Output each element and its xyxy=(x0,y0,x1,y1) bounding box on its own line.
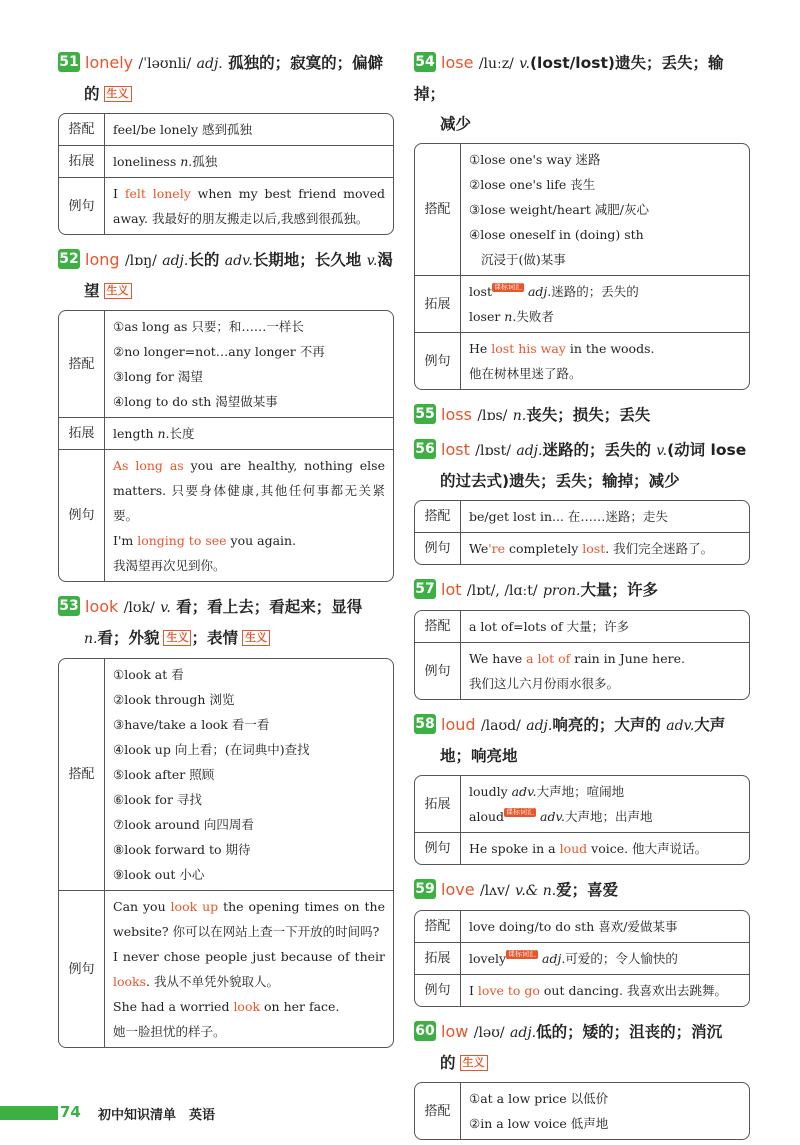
row-content xyxy=(105,659,393,890)
row-label: 例句 xyxy=(59,177,105,234)
word-form: loser xyxy=(469,309,505,324)
collocation: ⑤look after 照顾 xyxy=(113,767,215,782)
usage-table xyxy=(414,910,750,1007)
definition: 爱；喜爱 xyxy=(556,881,619,899)
part-of-speech: n. xyxy=(157,426,170,441)
table-row xyxy=(415,832,749,864)
collocation: ⑨look out 小心 xyxy=(113,867,205,882)
meaning: 大声地；出声地 xyxy=(565,809,653,824)
example-highlight: looks xyxy=(113,974,147,989)
curriculum-badge: 课标词汇 xyxy=(508,950,537,958)
example-text: completely xyxy=(505,541,583,556)
meaning: 长度 xyxy=(169,426,195,441)
table-row xyxy=(415,776,749,832)
example-translation: 我们这儿六月份雨水很多。 xyxy=(469,676,620,691)
curriculum-badge: 课标词汇 xyxy=(493,283,522,291)
definition: 地；响亮地 xyxy=(440,747,518,765)
row-content xyxy=(461,332,749,389)
sense-tag: 生义 xyxy=(104,283,132,299)
example-highlight: longing to see xyxy=(137,533,227,548)
phonetic: /ləʊ/ xyxy=(473,1025,505,1041)
example-translation: 她一脸担忧的样子。 xyxy=(113,1024,226,1039)
collocation: ④look up 向上看；(在词典中)查找 xyxy=(113,742,310,757)
example-text: out dancing. 我喜欢出去跳舞。 xyxy=(539,983,727,998)
meaning: 失败者 xyxy=(516,309,554,324)
book-title: 初中知识清单 英语 xyxy=(98,1108,216,1123)
part-of-speech: n. xyxy=(512,408,527,424)
entry-heading-cont xyxy=(58,623,394,654)
row-content: love doing/to do sth 喜欢/爱做某事 xyxy=(469,919,678,934)
example-highlight: look xyxy=(233,999,261,1014)
left-column xyxy=(58,48,394,1058)
entry-love xyxy=(414,875,750,1007)
definition: 的过去式)遗失；丢失；输掉；减少 xyxy=(440,472,680,490)
definition: 大量；许多 xyxy=(580,581,659,599)
row-label: 搭配 xyxy=(59,311,105,417)
collocation: ③lose weight/heart 减肥/灰心 xyxy=(469,202,649,217)
definition: 丧失；损失；丢失 xyxy=(526,406,651,424)
usage-table xyxy=(414,500,750,565)
example-text: you again. xyxy=(226,533,297,548)
word-family-line xyxy=(469,279,741,304)
example-sentence xyxy=(113,994,385,1019)
collocation: ②look through 浏览 xyxy=(113,692,235,707)
footer-accent-bar xyxy=(0,1106,58,1120)
example-text: I'm xyxy=(113,533,138,548)
entry-heading xyxy=(414,48,750,109)
row-content xyxy=(461,942,749,974)
example-highlight: 're xyxy=(488,541,506,556)
row-label: 搭配 xyxy=(59,659,105,890)
example-text: He spoke in a xyxy=(469,841,560,856)
example-text: We have xyxy=(469,651,527,666)
usage-table xyxy=(414,610,750,700)
example-text: . 我们完全迷路了。 xyxy=(605,541,714,556)
example-text: I xyxy=(469,983,478,998)
part-of-speech: adv. xyxy=(536,809,566,824)
part-of-speech: adj. xyxy=(538,951,566,966)
part-of-speech: n. xyxy=(504,309,517,324)
usage-table xyxy=(414,143,750,390)
phonetic: /lɒt/, /lɑːt/ xyxy=(466,583,538,599)
part-of-speech: adv. xyxy=(511,784,537,799)
collocation: ①lose one's way 迷路 xyxy=(469,152,601,167)
entry-number: 60 xyxy=(415,1023,435,1039)
table-row xyxy=(415,501,749,532)
definition: 减少 xyxy=(440,115,472,133)
example-sentence xyxy=(469,336,741,361)
headword: loss xyxy=(441,405,472,424)
example-text: I never chose people just because of their xyxy=(113,949,385,964)
entry-number: 56 xyxy=(415,441,435,457)
part-of-speech: adj. xyxy=(162,253,189,269)
table-row xyxy=(59,177,393,234)
definition: 长的 xyxy=(188,251,220,269)
headword: lot xyxy=(441,580,462,599)
row-label: 例句 xyxy=(415,974,461,1006)
entry-heading xyxy=(414,575,750,606)
table-row xyxy=(59,114,393,145)
example-text: He xyxy=(469,341,492,356)
phonetic: /lʊk/ xyxy=(123,600,155,616)
row-label: 例句 xyxy=(415,832,461,864)
phonetic: /lʌv/ xyxy=(479,883,510,899)
collocation: ①look at 看 xyxy=(113,667,184,682)
row-label: 搭配 xyxy=(415,144,461,275)
definition: 望 xyxy=(84,282,100,300)
part-of-speech: adv. xyxy=(224,253,253,269)
entry-heading-cont xyxy=(58,79,394,109)
entry-number: 57 xyxy=(415,581,435,597)
entry-number: 54 xyxy=(415,54,435,70)
example-text: on her face. xyxy=(260,999,340,1014)
headword: love xyxy=(441,880,475,899)
entry-heading xyxy=(58,592,394,623)
collocation: ①at a low price 以低价 xyxy=(469,1091,609,1106)
headword: low xyxy=(441,1022,469,1041)
example-highlight: felt lonely xyxy=(124,186,191,201)
table-row xyxy=(415,532,749,564)
row-label: 拓展 xyxy=(415,275,461,332)
row-label: 搭配 xyxy=(59,114,105,145)
table-row xyxy=(59,417,393,449)
example-highlight: a lot of xyxy=(526,651,571,666)
example-text: She had a worried xyxy=(113,999,234,1014)
right-column xyxy=(414,48,750,1145)
example-sentence xyxy=(113,944,385,994)
row-label: 例句 xyxy=(59,449,105,581)
entry-lonely xyxy=(58,48,394,235)
table-row xyxy=(59,311,393,417)
meaning: 迷路的；丢失的 xyxy=(551,284,639,299)
meaning: 大声地；喧闹地 xyxy=(536,784,625,799)
row-label: 例句 xyxy=(415,332,461,389)
part-of-speech: adj. xyxy=(526,718,553,734)
example-translation: 他在树林里迷了路。 xyxy=(469,366,582,381)
part-of-speech: n. xyxy=(180,154,193,169)
row-label: 拓展 xyxy=(415,776,461,832)
table-row xyxy=(415,642,749,699)
table-row xyxy=(415,275,749,332)
word-form: lost xyxy=(469,284,492,299)
sense-tag: 生义 xyxy=(163,630,191,646)
entry-heading xyxy=(414,875,750,906)
row-content xyxy=(105,177,393,234)
example-text: in the woods. xyxy=(565,341,655,356)
example-text: I xyxy=(113,186,125,201)
usage-table xyxy=(58,310,394,582)
table-row xyxy=(415,942,749,974)
headword: long xyxy=(85,250,120,269)
entry-number: 55 xyxy=(415,406,435,422)
meaning: 可爱的；令人愉快的 xyxy=(565,951,678,966)
definition: 看；外貌 xyxy=(97,629,160,647)
collocation: ②no longer=not…any longer 不再 xyxy=(113,344,325,359)
example-highlight: look up xyxy=(170,899,219,914)
row-content xyxy=(461,776,749,832)
definition: 渴 xyxy=(377,251,393,269)
example-text: when my best friend moved away. 我最好的朋友搬走以后,我感到很孤独。 xyxy=(113,186,385,226)
row-content xyxy=(461,974,749,1006)
entry-number: 52 xyxy=(59,251,79,267)
part-of-speech: v. xyxy=(160,600,171,616)
definition: 低的；矮的；沮丧的；消沉 xyxy=(536,1023,723,1041)
entry-heading-cont xyxy=(58,276,394,306)
example-highlight: loud xyxy=(559,841,588,856)
definition: 长期地；长久地 xyxy=(252,251,362,269)
entry-long xyxy=(58,245,394,582)
usage-table xyxy=(58,658,394,1048)
definition: ；表情 xyxy=(191,629,238,647)
row-label: 拓展 xyxy=(59,145,105,177)
table-row xyxy=(59,145,393,177)
entry-heading-cont xyxy=(414,1048,750,1078)
table-row xyxy=(59,659,393,890)
row-label: 搭配 xyxy=(415,501,461,532)
part-of-speech: v. xyxy=(366,253,378,269)
definition: 的 xyxy=(84,85,100,103)
definition: 响亮的；大声的 xyxy=(552,716,661,734)
entry-heading xyxy=(414,710,750,741)
row-label: 拓展 xyxy=(59,417,105,449)
entry-low xyxy=(414,1017,750,1140)
headword: look xyxy=(85,597,119,616)
part-of-speech: adj. xyxy=(523,284,552,299)
definition: 孤独的；寂寞的；偏僻 xyxy=(228,54,384,72)
phonetic: /laʊd/ xyxy=(480,718,521,734)
page-number: 74 xyxy=(60,1103,81,1121)
definition: 迷路的；丢失的 xyxy=(542,441,651,459)
phonetic: /lɒs/ xyxy=(477,408,508,424)
page-footer xyxy=(0,1100,290,1126)
row-content xyxy=(105,890,393,1047)
sense-tag: 生义 xyxy=(242,630,270,646)
entry-look xyxy=(58,592,394,1048)
row-label: 例句 xyxy=(415,532,461,564)
example-sentence xyxy=(113,453,385,528)
headword: loud xyxy=(441,715,476,734)
row-content xyxy=(461,832,749,864)
row-label: 拓展 xyxy=(415,942,461,974)
phonetic: /ˈləʊnli/ xyxy=(138,56,192,72)
word-form: length xyxy=(113,426,158,441)
entry-heading xyxy=(58,245,394,276)
collocation: ④lose oneself in (doing) sth xyxy=(469,227,644,242)
row-content xyxy=(105,417,393,449)
collocation: ⑦look around 向四周看 xyxy=(113,817,254,832)
part-of-speech: v. xyxy=(656,443,668,459)
example-highlight: lost his way xyxy=(491,341,566,356)
example-sentence xyxy=(113,528,385,553)
row-content xyxy=(105,311,393,417)
collocation: ③long for 渴望 xyxy=(113,369,203,384)
row-content xyxy=(461,275,749,332)
word-family-line xyxy=(469,304,741,329)
example-text: rain in June here. xyxy=(570,651,685,666)
collocation: ①as long as 只要；和……一样长 xyxy=(113,319,304,334)
example-text: . 我从不单凭外貌取人。 xyxy=(146,974,279,989)
example-text: the opening times on the website? 你可以在网站上查一下开放的时间吗? xyxy=(113,899,385,939)
table-row xyxy=(415,144,749,275)
table-row xyxy=(415,611,749,642)
row-content xyxy=(105,145,393,177)
entry-heading-cont xyxy=(414,466,750,496)
entry-number: 53 xyxy=(59,598,79,614)
example-text: voice. 他大声说话。 xyxy=(587,841,708,856)
example-text: We xyxy=(469,541,489,556)
table-row xyxy=(59,890,393,1047)
phonetic: /lɒŋ/ xyxy=(124,253,157,269)
definition: 看；看上去；看起来；显得 xyxy=(176,598,363,616)
example-text: Can you xyxy=(113,899,171,914)
headword: lose xyxy=(441,53,474,72)
sense-tag: 生义 xyxy=(460,1055,488,1071)
example-highlight: As long as xyxy=(113,458,184,473)
part-of-speech: v.& n. xyxy=(515,883,557,899)
definition: 的 xyxy=(440,1054,456,1072)
phonetic: /lɒst/ xyxy=(475,443,511,459)
entry-heading xyxy=(414,400,750,431)
table-row xyxy=(59,449,393,581)
row-content xyxy=(461,642,749,699)
word-family-line xyxy=(469,779,741,804)
definition: (动词 lose xyxy=(667,441,747,459)
row-label: 搭配 xyxy=(415,1083,461,1139)
entry-lot xyxy=(414,575,750,700)
example-translation: 我渴望再次见到你。 xyxy=(113,558,226,573)
word-form: loneliness xyxy=(113,154,181,169)
table-row xyxy=(415,911,749,942)
word-form: aloud xyxy=(469,809,505,824)
entry-number: 59 xyxy=(415,881,435,897)
part-of-speech: pron. xyxy=(542,583,581,599)
word-family-line xyxy=(469,804,741,829)
part-of-speech: adj. xyxy=(196,56,223,72)
row-content: a lot of=lots of 大量；许多 xyxy=(469,619,630,634)
part-of-speech: v. xyxy=(519,56,530,72)
headword: lost xyxy=(441,440,470,459)
part-of-speech: n. xyxy=(84,631,98,647)
part-of-speech: adj. xyxy=(510,1025,537,1041)
entry-loss xyxy=(414,400,750,431)
example-sentence xyxy=(469,646,741,671)
row-content: be/get lost in... 在……迷路；走失 xyxy=(469,509,668,524)
entry-loud xyxy=(414,710,750,865)
definition: (lost/lost)遗失；丢失；输掉； xyxy=(414,54,724,103)
row-content xyxy=(461,1083,749,1139)
collocation: 沉浸于(做)某事 xyxy=(481,252,566,267)
curriculum-badge: 课标词汇 xyxy=(506,808,535,816)
example-text: you are healthy, nothing else matters. 只要身体健康,其他任何事都无关紧要。 xyxy=(113,458,385,523)
row-content: feel/be lonely 感到孤独 xyxy=(113,122,253,137)
example-highlight: lost xyxy=(582,541,606,556)
word-form: loudly xyxy=(469,784,512,799)
sense-tag: 生义 xyxy=(104,86,132,102)
usage-table xyxy=(414,775,750,865)
entry-heading-cont xyxy=(414,109,750,139)
collocation: ⑥look for 寻找 xyxy=(113,792,202,807)
entry-number: 58 xyxy=(415,716,435,732)
usage-table xyxy=(58,113,394,235)
table-row xyxy=(415,974,749,1006)
entry-lose xyxy=(414,48,750,390)
entry-heading xyxy=(414,1017,750,1048)
phonetic: /luːz/ xyxy=(478,56,514,72)
collocation: ②lose one's life 丧生 xyxy=(469,177,596,192)
table-row xyxy=(415,332,749,389)
row-content xyxy=(461,144,749,275)
collocation: ③have/take a look 看一看 xyxy=(113,717,270,732)
collocation: ④long to do sth 渴望做某事 xyxy=(113,394,278,409)
entry-heading-cont xyxy=(414,741,750,771)
row-label: 搭配 xyxy=(415,611,461,642)
meaning: 孤独 xyxy=(192,154,218,169)
part-of-speech: adj. xyxy=(516,443,543,459)
example-highlight: love to go xyxy=(477,983,540,998)
collocation: ②in a low voice 低声地 xyxy=(469,1116,609,1131)
table-row xyxy=(415,1083,749,1139)
usage-table xyxy=(414,1082,750,1140)
entry-heading xyxy=(414,435,750,466)
row-label: 例句 xyxy=(59,890,105,1047)
row-content xyxy=(105,449,393,581)
entry-number: 51 xyxy=(59,54,79,70)
example-sentence xyxy=(113,894,385,944)
entry-lost xyxy=(414,435,750,565)
part-of-speech: adv. xyxy=(666,718,695,734)
entry-heading xyxy=(58,48,394,79)
collocation: ⑧look forward to 期待 xyxy=(113,842,251,857)
word-form: lovely xyxy=(469,951,507,966)
definition: 大声 xyxy=(694,716,726,734)
row-content xyxy=(461,532,749,564)
row-label: 搭配 xyxy=(415,911,461,942)
headword: lonely xyxy=(85,53,134,72)
row-label: 例句 xyxy=(415,642,461,699)
